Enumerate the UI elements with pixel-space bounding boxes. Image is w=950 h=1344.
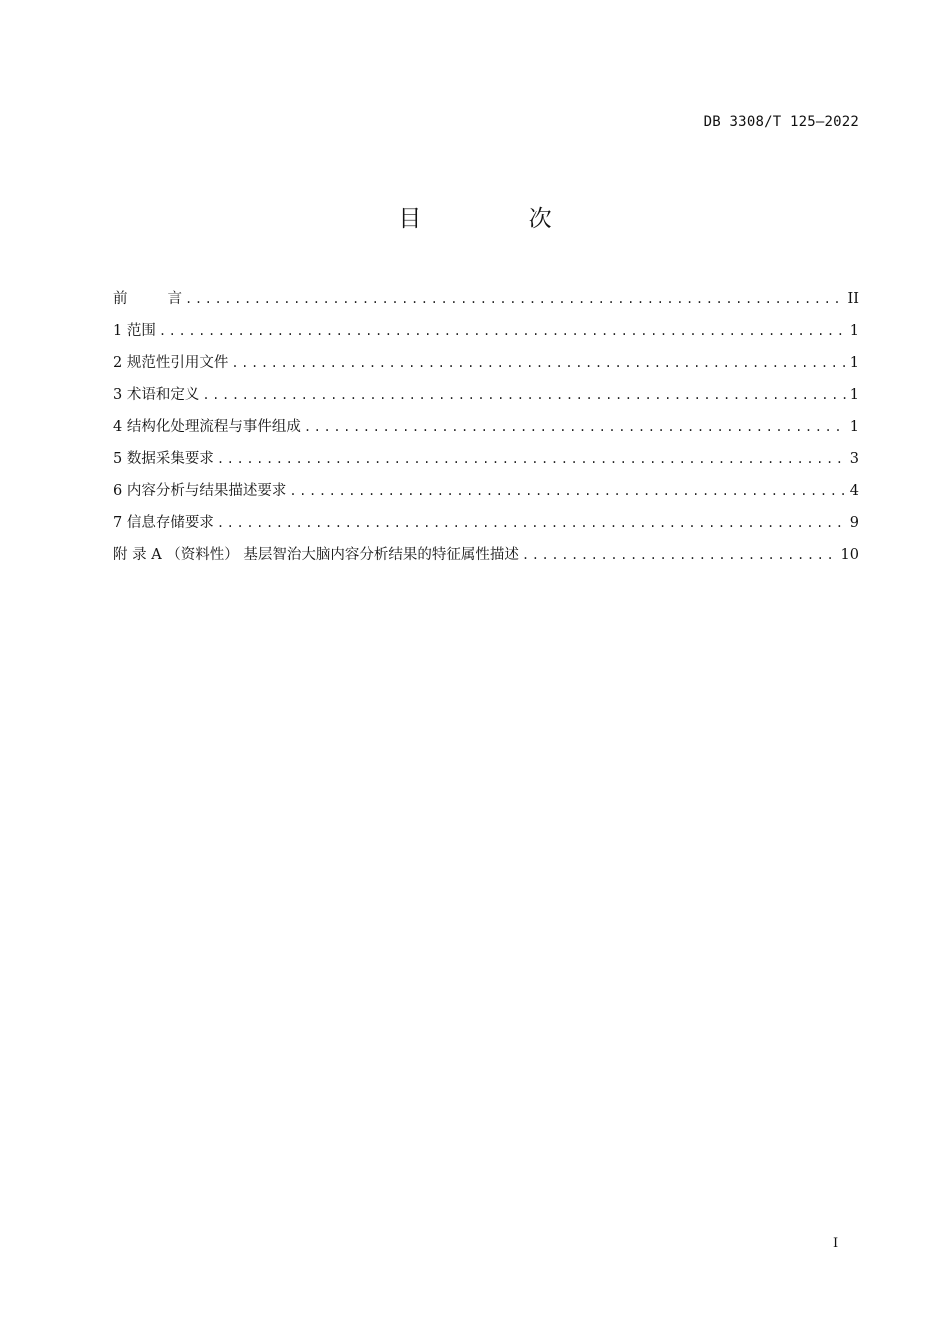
toc-page-number: 1	[849, 355, 859, 371]
toc-leader-dots	[159, 324, 847, 338]
toc-leader-dots	[289, 484, 846, 498]
toc-entry-label	[113, 287, 182, 308]
toc-leader-dots	[185, 292, 845, 306]
toc-entry-data-collection[interactable]	[113, 447, 859, 479]
toc-entry-label: 2 规范性引用文件	[113, 355, 229, 371]
toc-page-number: 1	[849, 323, 859, 339]
toc-entry-label: 附 录 A （资料性） 基层智治大脑内容分析结果的特征属性描述	[113, 547, 519, 563]
page-number: I	[833, 1236, 839, 1251]
toc-entry-content-analysis[interactable]	[113, 479, 859, 511]
toc-entry-label-part: 言	[167, 291, 182, 307]
toc-page-number: 4	[849, 483, 859, 499]
toc-entry-normative-references[interactable]	[113, 351, 859, 383]
toc-entry-terms[interactable]	[113, 383, 859, 415]
toc-leader-dots	[217, 516, 847, 530]
toc-title: 目 次	[398, 206, 602, 232]
table-of-contents	[113, 287, 859, 575]
toc-entry-label: 3 术语和定义	[113, 387, 200, 403]
toc-entry-appendix-a[interactable]	[113, 543, 859, 575]
toc-leader-dots	[304, 420, 847, 434]
toc-page-number: 1	[849, 419, 859, 435]
document-code: DB 3308/T 125—2022	[703, 114, 859, 130]
toc-page-number: 10	[840, 547, 859, 563]
toc-page-number: 9	[849, 515, 859, 531]
toc-entry-label: 6 内容分析与结果描述要求	[113, 483, 287, 499]
toc-entry-label: 7 信息存储要求	[113, 515, 214, 531]
toc-entry-preface[interactable]	[113, 287, 859, 319]
toc-entry-scope[interactable]	[113, 319, 859, 351]
toc-leader-dots	[217, 452, 847, 466]
toc-entry-process-flow[interactable]	[113, 415, 859, 447]
toc-leader-dots	[231, 356, 846, 370]
toc-leader-dots	[522, 548, 838, 562]
toc-entry-label: 5 数据采集要求	[113, 451, 214, 467]
toc-entry-label-part: 前	[113, 291, 168, 307]
toc-entry-label: 1 范围	[113, 323, 156, 339]
toc-page-number: 3	[849, 451, 859, 467]
toc-page-number: II	[847, 291, 859, 307]
toc-entry-storage[interactable]	[113, 511, 859, 543]
toc-entry-label: 4 结构化处理流程与事件组成	[113, 419, 301, 435]
toc-leader-dots	[202, 388, 846, 402]
toc-page-number: 1	[849, 387, 859, 403]
